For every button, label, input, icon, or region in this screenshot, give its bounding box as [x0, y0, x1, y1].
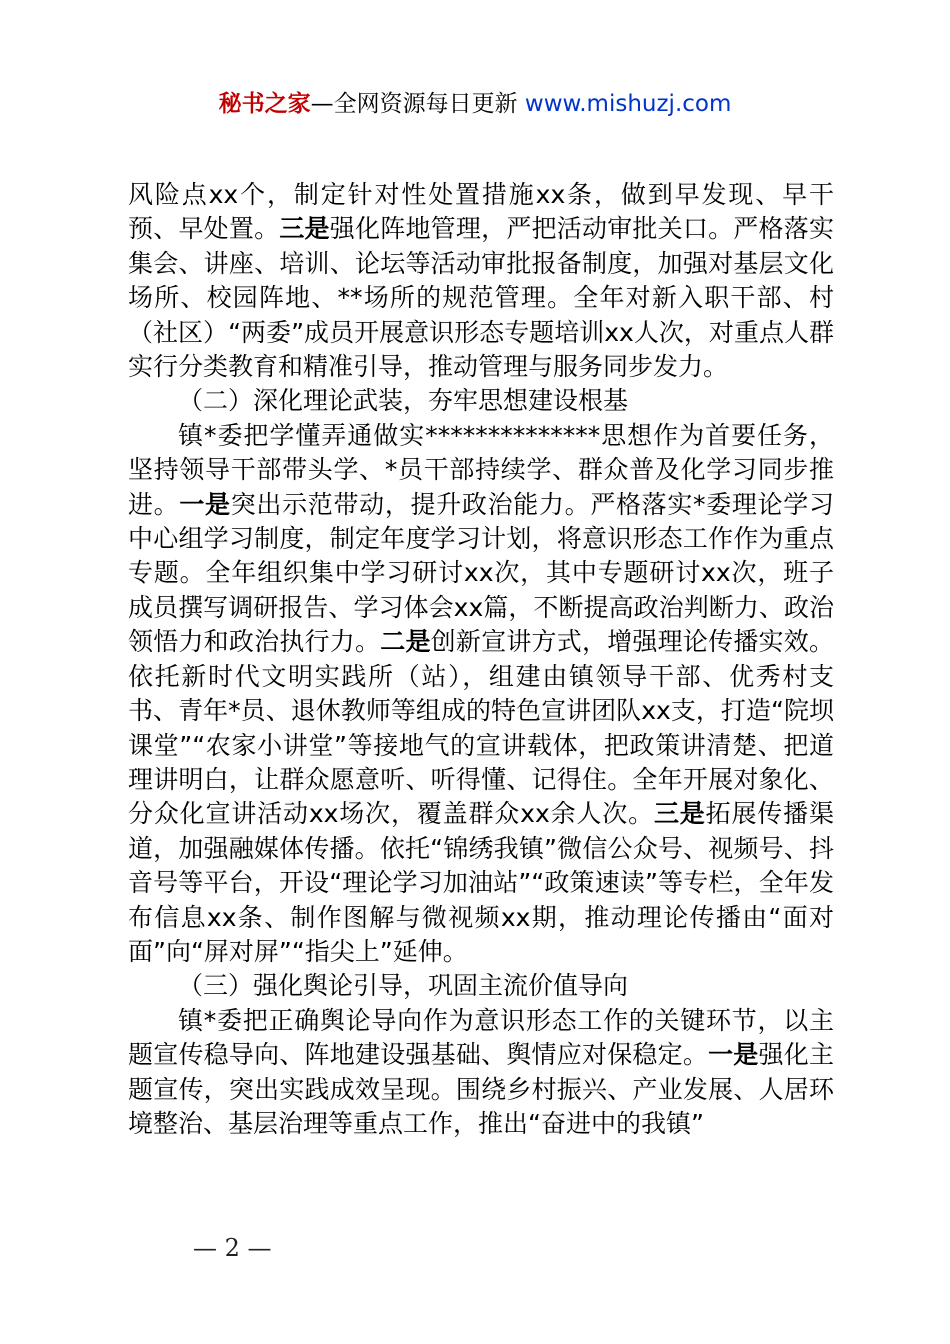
text-run: （三）强化舆论引导，巩固主流价值导向 — [178, 971, 629, 1001]
text-run: 强化主题宣传，突出实践成效呈现。围绕乡村振兴、产业发展、人居环境整治、基层治理等重点工作，推出“奋进中的我镇” — [128, 1040, 834, 1138]
document-body — [128, 178, 834, 1141]
brand-name: 秘书之家 — [218, 91, 311, 117]
page-number: — 2 — — [193, 1234, 272, 1262]
bold-lead-phrase: 三是 — [653, 799, 706, 829]
bold-lead-phrase: 三是 — [279, 214, 330, 244]
text-run: 镇*委把学懂弄通做实**************思想作为首要任务，坚持领导干部带头学、*员干部持续学、群众普及化学习同步推进。 — [128, 420, 834, 519]
bold-lead-phrase: 二是 — [380, 627, 431, 657]
text-run: 突出示范带动，提升政治能力。严格落实*委理论学习中心组学习制度，制定年度学习计划，将意识形态工作作为重点专题。全年组织集中学习研讨xx次，其中专题研讨xx次，班子成员撰写调研报告、学习体会xx篇，不断提高政治判断力、政治领悟力和政治执行力。 — [128, 489, 834, 657]
text-run: （二）深化理论武装，夯牢思想建设根基 — [178, 386, 629, 416]
bold-lead-phrase: 一是 — [708, 1040, 759, 1070]
text-run: 拓展传播渠道，加强融媒体传播。依托“锦绣我镇”微信公众号、视频号、抖音号等平台，开设“理论学习加油站”“政策速读”等专栏，全年发布信息xx条、制作图解与微视频xx期，推动理论传播由“面对面”向“屏对屏”“指尖上”延伸。 — [128, 799, 834, 966]
paragraph-p1 — [128, 178, 834, 384]
text-run: 镇*委把正确舆论导向作为意识形态工作的关键环节，以主题宣传稳导向、阵地建设强基础、舆情应对保稳定。 — [128, 1005, 834, 1070]
site-url: www.mishuzj.com — [524, 91, 732, 117]
paragraph-p5 — [128, 1004, 834, 1142]
bold-lead-phrase: 一是 — [179, 489, 231, 519]
site-watermark-header — [0, 88, 950, 120]
paragraph-p4 — [128, 969, 834, 1003]
paragraph-p3 — [128, 419, 834, 970]
brand-slogan: —全网资源每日更新 — [310, 91, 525, 117]
paragraph-p2 — [128, 384, 834, 418]
text-run: 创新宣讲方式，增强理论传播实效。依托新时代文明实践所（站），组建由镇领导干部、优秀村支书、青年*员、退休教师等组成的特色宣讲团队xx支，打造“院坝课堂”“农家小讲堂”等接地气的宣讲载体，把政策讲清楚、把道理讲明白，让群众愿意听、听得懂、记得住。全年开展对象化、分众化宣讲活动xx场次，覆盖群众xx余人次。 — [128, 627, 834, 829]
text-run: 风险点xx个，制定针对性处置措施xx条，做到早发现、早干预、早处置。 — [128, 180, 834, 244]
text-run: 强化阵地管理，严把活动审批关口。严格落实集会、讲座、培训、论坛等活动审批报备制度，加强对基层文化场所、校园阵地、**场所的规范管理。全年对新入职干部、村（社区）“两委”成员开展意识形态专题培训xx人次，对重点人群实行分类教育和精准引导，推动管理与服务同步发力。 — [128, 214, 834, 382]
